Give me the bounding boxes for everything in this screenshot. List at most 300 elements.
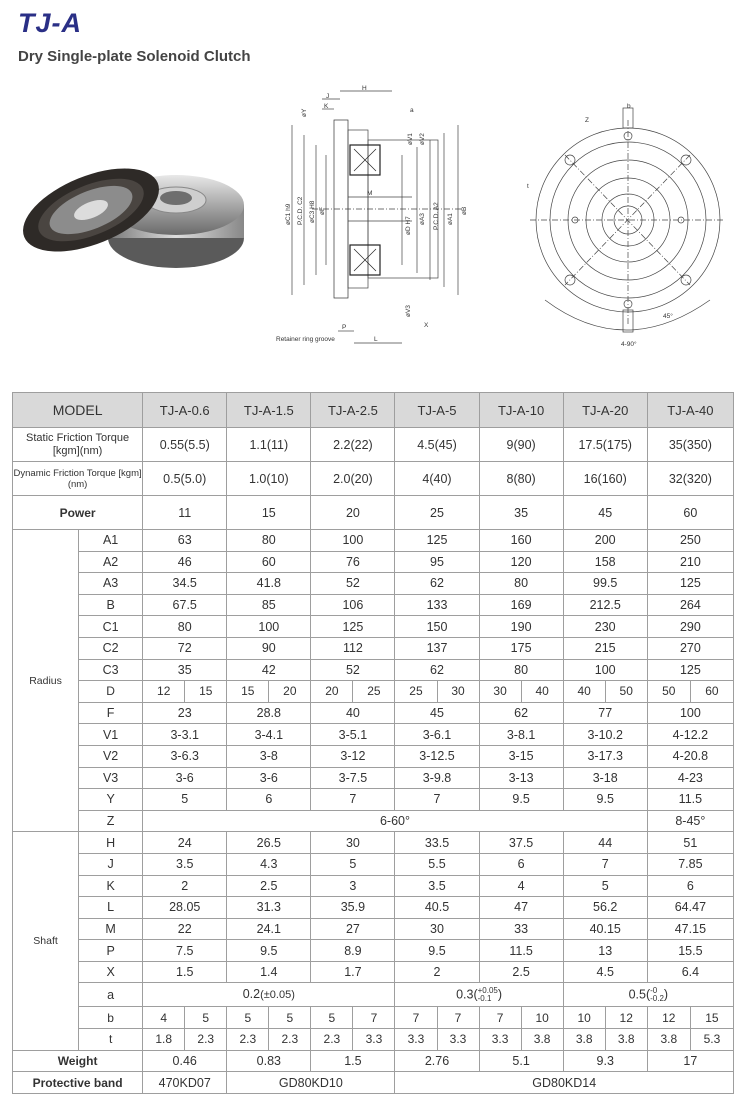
table-row (13, 961, 734, 983)
table-cell: 9.3 (563, 1050, 647, 1072)
table-cell: 5.3 (690, 1029, 733, 1051)
table-cell: 5 (185, 1007, 227, 1029)
row-label: a (79, 983, 143, 1007)
table-cell: 3-6.3 (143, 745, 227, 767)
static-torque-row (13, 428, 734, 462)
table-cell: 62 (395, 659, 479, 681)
dim-b-label: øB (461, 206, 468, 215)
table-cell: 47.15 (647, 918, 733, 940)
row-label: Z (79, 810, 143, 832)
row-label: K (79, 875, 143, 897)
table-cell: 40.15 (563, 918, 647, 940)
table-cell: 160 (479, 530, 563, 552)
row-label: b (79, 1007, 143, 1029)
table-cell: 4-20.8 (647, 745, 733, 767)
table-cell: 4.3 (227, 853, 311, 875)
table-row (13, 940, 734, 962)
table-cell: 30 (395, 918, 479, 940)
table-cell: 112 (311, 637, 395, 659)
header-row (13, 393, 734, 428)
dim-m-label: M (367, 190, 373, 197)
model-name: TJ-A-10 (479, 393, 563, 428)
a-tolerance-down: -0.1 (477, 993, 492, 1003)
table-cell: GD80KD14 (395, 1072, 734, 1094)
dim-d-label: øD H7 (405, 216, 412, 235)
table-cell: 125 (647, 573, 733, 595)
row-label: X (79, 961, 143, 983)
table-cell (143, 983, 395, 1007)
row-label: C2 (79, 637, 143, 659)
table-cell: 95 (395, 551, 479, 573)
table-cell: 35.9 (311, 897, 395, 919)
table-cell: 8.9 (311, 940, 395, 962)
table-cell: 40.5 (395, 897, 479, 919)
table-row (13, 530, 734, 552)
row-label: A3 (79, 573, 143, 595)
dim-z-label: Z (585, 117, 589, 124)
dim-a1-label: øA1 (447, 213, 454, 225)
table-cell: 1.7 (311, 961, 395, 983)
row-label: D (79, 681, 143, 703)
table-cell: 3-8.1 (479, 724, 563, 746)
table-cell: 62 (479, 702, 563, 724)
table-cell: 13 (563, 940, 647, 962)
table-cell: 4(40) (395, 462, 479, 496)
dim-f-label: øF (319, 207, 326, 215)
table-cell: 2.3 (311, 1029, 353, 1051)
table-cell: 2.2(22) (311, 428, 395, 462)
table-cell: 15 (227, 496, 311, 530)
clutch-photo (16, 150, 246, 280)
table-cell: 137 (395, 637, 479, 659)
table-cell: 34.5 (143, 573, 227, 595)
table-row-t (13, 1029, 734, 1051)
table-cell: 190 (479, 616, 563, 638)
dim-v3-label: øV3 (405, 305, 412, 317)
table-cell: 3-8 (227, 745, 311, 767)
table-cell: 60 (227, 551, 311, 573)
table-row (13, 637, 734, 659)
table-cell: 24 (143, 832, 227, 854)
table-cell: 2.5 (479, 961, 563, 983)
table-cell: 11 (143, 496, 227, 530)
row-label: H (79, 832, 143, 854)
table-cell: 44 (563, 832, 647, 854)
table-cell: 0.5(5.0) (143, 462, 227, 496)
table-cell: 30 (437, 681, 479, 703)
table-cell: 1.1(11) (227, 428, 311, 462)
table-cell: 1.8 (143, 1029, 185, 1051)
table-cell: 6 (227, 789, 311, 811)
table-cell: 270 (647, 637, 733, 659)
table-cell: 25 (395, 496, 479, 530)
model-name: TJ-A-5 (395, 393, 479, 428)
table-cell: 5 (143, 789, 227, 811)
table-cell: 3-6.1 (395, 724, 479, 746)
table-cell: 40 (563, 681, 605, 703)
table-cell: 12 (647, 1007, 690, 1029)
retainer-ring-label: Retainer ring groove (276, 336, 335, 343)
table-cell: 20 (311, 681, 353, 703)
table-cell: 133 (395, 594, 479, 616)
table-cell: 5.1 (479, 1050, 563, 1072)
table-cell: 0.5(-0 -0.2) (563, 983, 733, 1007)
table-cell: 10 (563, 1007, 605, 1029)
table-cell: 9.5 (227, 940, 311, 962)
dim-c1-label: øC1 h9 (285, 203, 292, 225)
table-cell: 7 (395, 1007, 437, 1029)
table-cell: 5 (227, 1007, 269, 1029)
table-cell: 33.5 (395, 832, 479, 854)
table-cell: 3.8 (647, 1029, 690, 1051)
table-cell: 7 (395, 789, 479, 811)
page-title: TJ-A (18, 8, 82, 38)
table-cell: 15 (185, 681, 227, 703)
table-cell: 3-18 (563, 767, 647, 789)
table-cell: 1.4 (227, 961, 311, 983)
table-cell: 3-12.5 (395, 745, 479, 767)
table-cell: 5 (311, 853, 395, 875)
dim-j-label: J (326, 93, 330, 100)
a-tolerance-down: -0.2 (650, 993, 664, 1003)
table-cell: 4.5(45) (395, 428, 479, 462)
table-cell: 80 (227, 530, 311, 552)
table-cell: 20 (269, 681, 311, 703)
table-cell: 3.3 (353, 1029, 395, 1051)
table-cell: 158 (563, 551, 647, 573)
table-cell: 42 (227, 659, 311, 681)
table-cell: 290 (647, 616, 733, 638)
table-cell: 12 (143, 681, 185, 703)
table-cell: 215 (563, 637, 647, 659)
table-cell: 26.5 (227, 832, 311, 854)
table-cell: 35(350) (647, 428, 733, 462)
row-label: L (79, 897, 143, 919)
table-cell: 7 (437, 1007, 479, 1029)
table-row-a (13, 983, 734, 1007)
table-cell: 2.3 (227, 1029, 269, 1051)
table-row (13, 616, 734, 638)
table-cell: 25 (395, 681, 437, 703)
table-cell: 15 (690, 1007, 733, 1029)
table-cell: 3-9.8 (395, 767, 479, 789)
table-cell: 100 (227, 616, 311, 638)
table-cell: 47 (479, 897, 563, 919)
table-cell: 62 (395, 573, 479, 595)
table-cell: 2.3 (269, 1029, 311, 1051)
table-cell: 9.5 (563, 789, 647, 811)
table-cell: 200 (563, 530, 647, 552)
table-cell: 175 (479, 637, 563, 659)
row-label: C1 (79, 616, 143, 638)
a-tolerance-up: -0 (650, 985, 658, 995)
model-name: TJ-A-40 (647, 393, 733, 428)
table-cell: 15.5 (647, 940, 733, 962)
table-cell: 8-45° (647, 810, 733, 832)
dim-490-label: 4-90° (621, 341, 637, 348)
table-cell: 3-6 (227, 767, 311, 789)
table-cell: 3-12 (311, 745, 395, 767)
table-row (13, 875, 734, 897)
table-cell: 80 (479, 573, 563, 595)
table-row (13, 767, 734, 789)
row-label: Dynamic Friction Torque [kgm](nm) (13, 462, 143, 496)
table-cell: 22 (143, 918, 227, 940)
table-cell: 3.8 (563, 1029, 605, 1051)
table-cell: 56.2 (563, 897, 647, 919)
table-cell: 230 (563, 616, 647, 638)
table-cell: 3-7.5 (311, 767, 395, 789)
table-cell: 3-5.1 (311, 724, 395, 746)
table-cell: 12 (605, 1007, 647, 1029)
a-value: 0.3 (456, 987, 474, 1002)
table-row (13, 789, 734, 811)
dim-y-label: øY (301, 108, 308, 117)
table-cell: 67.5 (143, 594, 227, 616)
table-cell: 3-10.2 (563, 724, 647, 746)
table-cell: 27 (311, 918, 395, 940)
dim-bb-label: b (627, 103, 631, 110)
power-row (13, 496, 734, 530)
table-cell: 80 (143, 616, 227, 638)
table-cell: 6 (647, 875, 733, 897)
table-cell: 3.3 (479, 1029, 521, 1051)
row-label: A1 (79, 530, 143, 552)
table-cell: 125 (647, 659, 733, 681)
dim-c3-label: øC3 H8 (309, 200, 316, 223)
table-cell: 45 (563, 496, 647, 530)
table-cell: 31.3 (227, 897, 311, 919)
table-row (13, 573, 734, 595)
table-cell: 4 (143, 1007, 185, 1029)
table-cell: 100 (311, 530, 395, 552)
table-cell: 3.3 (395, 1029, 437, 1051)
table-cell: 72 (143, 637, 227, 659)
table-cell: 5.5 (395, 853, 479, 875)
table-cell: 32(320) (647, 462, 733, 496)
table-cell: 100 (563, 659, 647, 681)
table-cell: 52 (311, 573, 395, 595)
table-cell: 9(90) (479, 428, 563, 462)
table-cell: 212.5 (563, 594, 647, 616)
table-cell: 2.0(20) (311, 462, 395, 496)
table-cell: 0.3(+0.05 -0.1 ) (395, 983, 563, 1007)
table-cell: 100 (647, 702, 733, 724)
dim-t-label: t (527, 183, 529, 190)
row-label: Weight (13, 1050, 143, 1072)
table-cell: 4-23 (647, 767, 733, 789)
table-cell: 52 (311, 659, 395, 681)
table-cell: 77 (563, 702, 647, 724)
a-tolerance-up: +0.05 (477, 985, 498, 995)
model-name: TJ-A-0.6 (143, 393, 227, 428)
table-cell: 7 (479, 1007, 521, 1029)
spec-table (12, 392, 734, 1094)
protective-band-row (13, 1072, 734, 1094)
table-cell: 8(80) (479, 462, 563, 496)
table-cell: 7.5 (143, 940, 227, 962)
table-cell: 60 (647, 496, 733, 530)
dynamic-torque-row (13, 462, 734, 496)
table-cell: 40 (521, 681, 563, 703)
table-cell: 3.3 (437, 1029, 479, 1051)
table-cell: 3-13 (479, 767, 563, 789)
table-cell: 46 (143, 551, 227, 573)
table-row (13, 918, 734, 940)
dim-k-label: K (324, 103, 329, 110)
dim-p-label: P (342, 324, 347, 331)
row-label: V3 (79, 767, 143, 789)
table-row (13, 832, 734, 854)
row-label: J (79, 853, 143, 875)
table-cell: 3-4.1 (227, 724, 311, 746)
row-label: Y (79, 789, 143, 811)
table-cell: 1.0(10) (227, 462, 311, 496)
table-cell: GD80KD10 (227, 1072, 395, 1094)
dim-pcd-c2-label: P.C.D. C2 (297, 196, 304, 225)
table-cell: 3.8 (605, 1029, 647, 1051)
table-cell: 7 (563, 853, 647, 875)
table-cell: 30 (479, 681, 521, 703)
table-cell: 250 (647, 530, 733, 552)
table-cell: 150 (395, 616, 479, 638)
table-cell: 3-3.1 (143, 724, 227, 746)
table-cell: 90 (227, 637, 311, 659)
table-cell: 37.5 (479, 832, 563, 854)
table-cell: 1.5 (143, 961, 227, 983)
table-cell: 25 (353, 681, 395, 703)
table-cell: 45 (395, 702, 479, 724)
dim-v1-label: øV1 (407, 133, 414, 145)
table-cell: 3-6 (143, 767, 227, 789)
a-tolerance: (±0.05) (260, 989, 295, 1002)
table-cell: 5 (563, 875, 647, 897)
table-cell: 17.5(175) (563, 428, 647, 462)
table-cell: 33 (479, 918, 563, 940)
radius-group-label: Radius (13, 530, 79, 832)
table-cell: 40 (311, 702, 395, 724)
table-cell: 80 (479, 659, 563, 681)
table-row-d (13, 681, 734, 703)
model-header: MODEL (13, 393, 143, 428)
table-cell: 63 (143, 530, 227, 552)
table-cell: 7 (353, 1007, 395, 1029)
dim-l-label: L (374, 336, 378, 343)
table-row (13, 724, 734, 746)
model-name: TJ-A-2.5 (311, 393, 395, 428)
page-subtitle: Dry Single-plate Solenoid Clutch (18, 48, 251, 65)
front-view-drawing (525, 100, 730, 350)
table-cell: 3-15 (479, 745, 563, 767)
table-cell: 5 (311, 1007, 353, 1029)
table-cell: 3.8 (521, 1029, 563, 1051)
dim-a-label: a (410, 107, 414, 114)
table-cell: 106 (311, 594, 395, 616)
table-cell: 9.5 (479, 789, 563, 811)
table-row (13, 897, 734, 919)
table-cell: 76 (311, 551, 395, 573)
table-cell: 41.8 (227, 573, 311, 595)
table-cell: 10 (521, 1007, 563, 1029)
row-label: P (79, 940, 143, 962)
table-row (13, 659, 734, 681)
table-cell: 11.5 (647, 789, 733, 811)
table-cell: 51 (647, 832, 733, 854)
row-label: A2 (79, 551, 143, 573)
table-cell: 20 (311, 496, 395, 530)
table-row (13, 745, 734, 767)
row-label: Power (13, 496, 143, 530)
table-row (13, 551, 734, 573)
table-cell: 3.5 (395, 875, 479, 897)
row-label: V2 (79, 745, 143, 767)
table-cell: 35 (143, 659, 227, 681)
row-label: Static Friction Torque [kgm](nm) (13, 428, 143, 462)
row-label: F (79, 702, 143, 724)
table-cell: 7.85 (647, 853, 733, 875)
table-cell: 64.47 (647, 897, 733, 919)
table-cell: 5 (269, 1007, 311, 1029)
table-cell: 0.46 (143, 1050, 227, 1072)
table-cell: 11.5 (479, 940, 563, 962)
table-cell: 28.05 (143, 897, 227, 919)
table-row (13, 594, 734, 616)
dim-a3-label: øA3 (419, 213, 426, 225)
row-label: V1 (79, 724, 143, 746)
table-cell: 7 (311, 789, 395, 811)
table-cell: 3.5 (143, 853, 227, 875)
table-row-z (13, 810, 734, 832)
table-row-b (13, 1007, 734, 1029)
table-cell: 15 (227, 681, 269, 703)
table-cell: 2.5 (227, 875, 311, 897)
table-cell: 3 (311, 875, 395, 897)
table-cell: 50 (605, 681, 647, 703)
table-cell: 50 (647, 681, 690, 703)
a-value: 0.2 (242, 987, 261, 1002)
model-name: TJ-A-20 (563, 393, 647, 428)
table-cell: 1.5 (311, 1050, 395, 1072)
table-cell: 0.55(5.5) (143, 428, 227, 462)
table-row (13, 702, 734, 724)
table-cell: 6-60° (143, 810, 648, 832)
table-cell: 28.8 (227, 702, 311, 724)
model-name: TJ-A-1.5 (227, 393, 311, 428)
table-cell: 125 (395, 530, 479, 552)
dim-x-label: X (424, 322, 429, 329)
row-label: t (79, 1029, 143, 1051)
dim-pcd-a2-label: P.C.D. A2 (433, 202, 440, 230)
table-cell: 470KD07 (143, 1072, 227, 1094)
table-cell: 2 (143, 875, 227, 897)
table-cell: 2 (395, 961, 479, 983)
table-cell: 24.1 (227, 918, 311, 940)
table-cell: 85 (227, 594, 311, 616)
dim-v2-label: øV2 (419, 133, 426, 145)
table-cell: 6.4 (647, 961, 733, 983)
table-cell: 16(160) (563, 462, 647, 496)
table-cell: 4-12.2 (647, 724, 733, 746)
table-cell: 30 (311, 832, 395, 854)
weight-row (13, 1050, 734, 1072)
table-cell: 17 (647, 1050, 733, 1072)
table-cell: 2.3 (185, 1029, 227, 1051)
shaft-group-label: Shaft (13, 832, 79, 1050)
table-cell: 3-17.3 (563, 745, 647, 767)
table-cell: 120 (479, 551, 563, 573)
table-cell: 169 (479, 594, 563, 616)
table-cell: 125 (311, 616, 395, 638)
